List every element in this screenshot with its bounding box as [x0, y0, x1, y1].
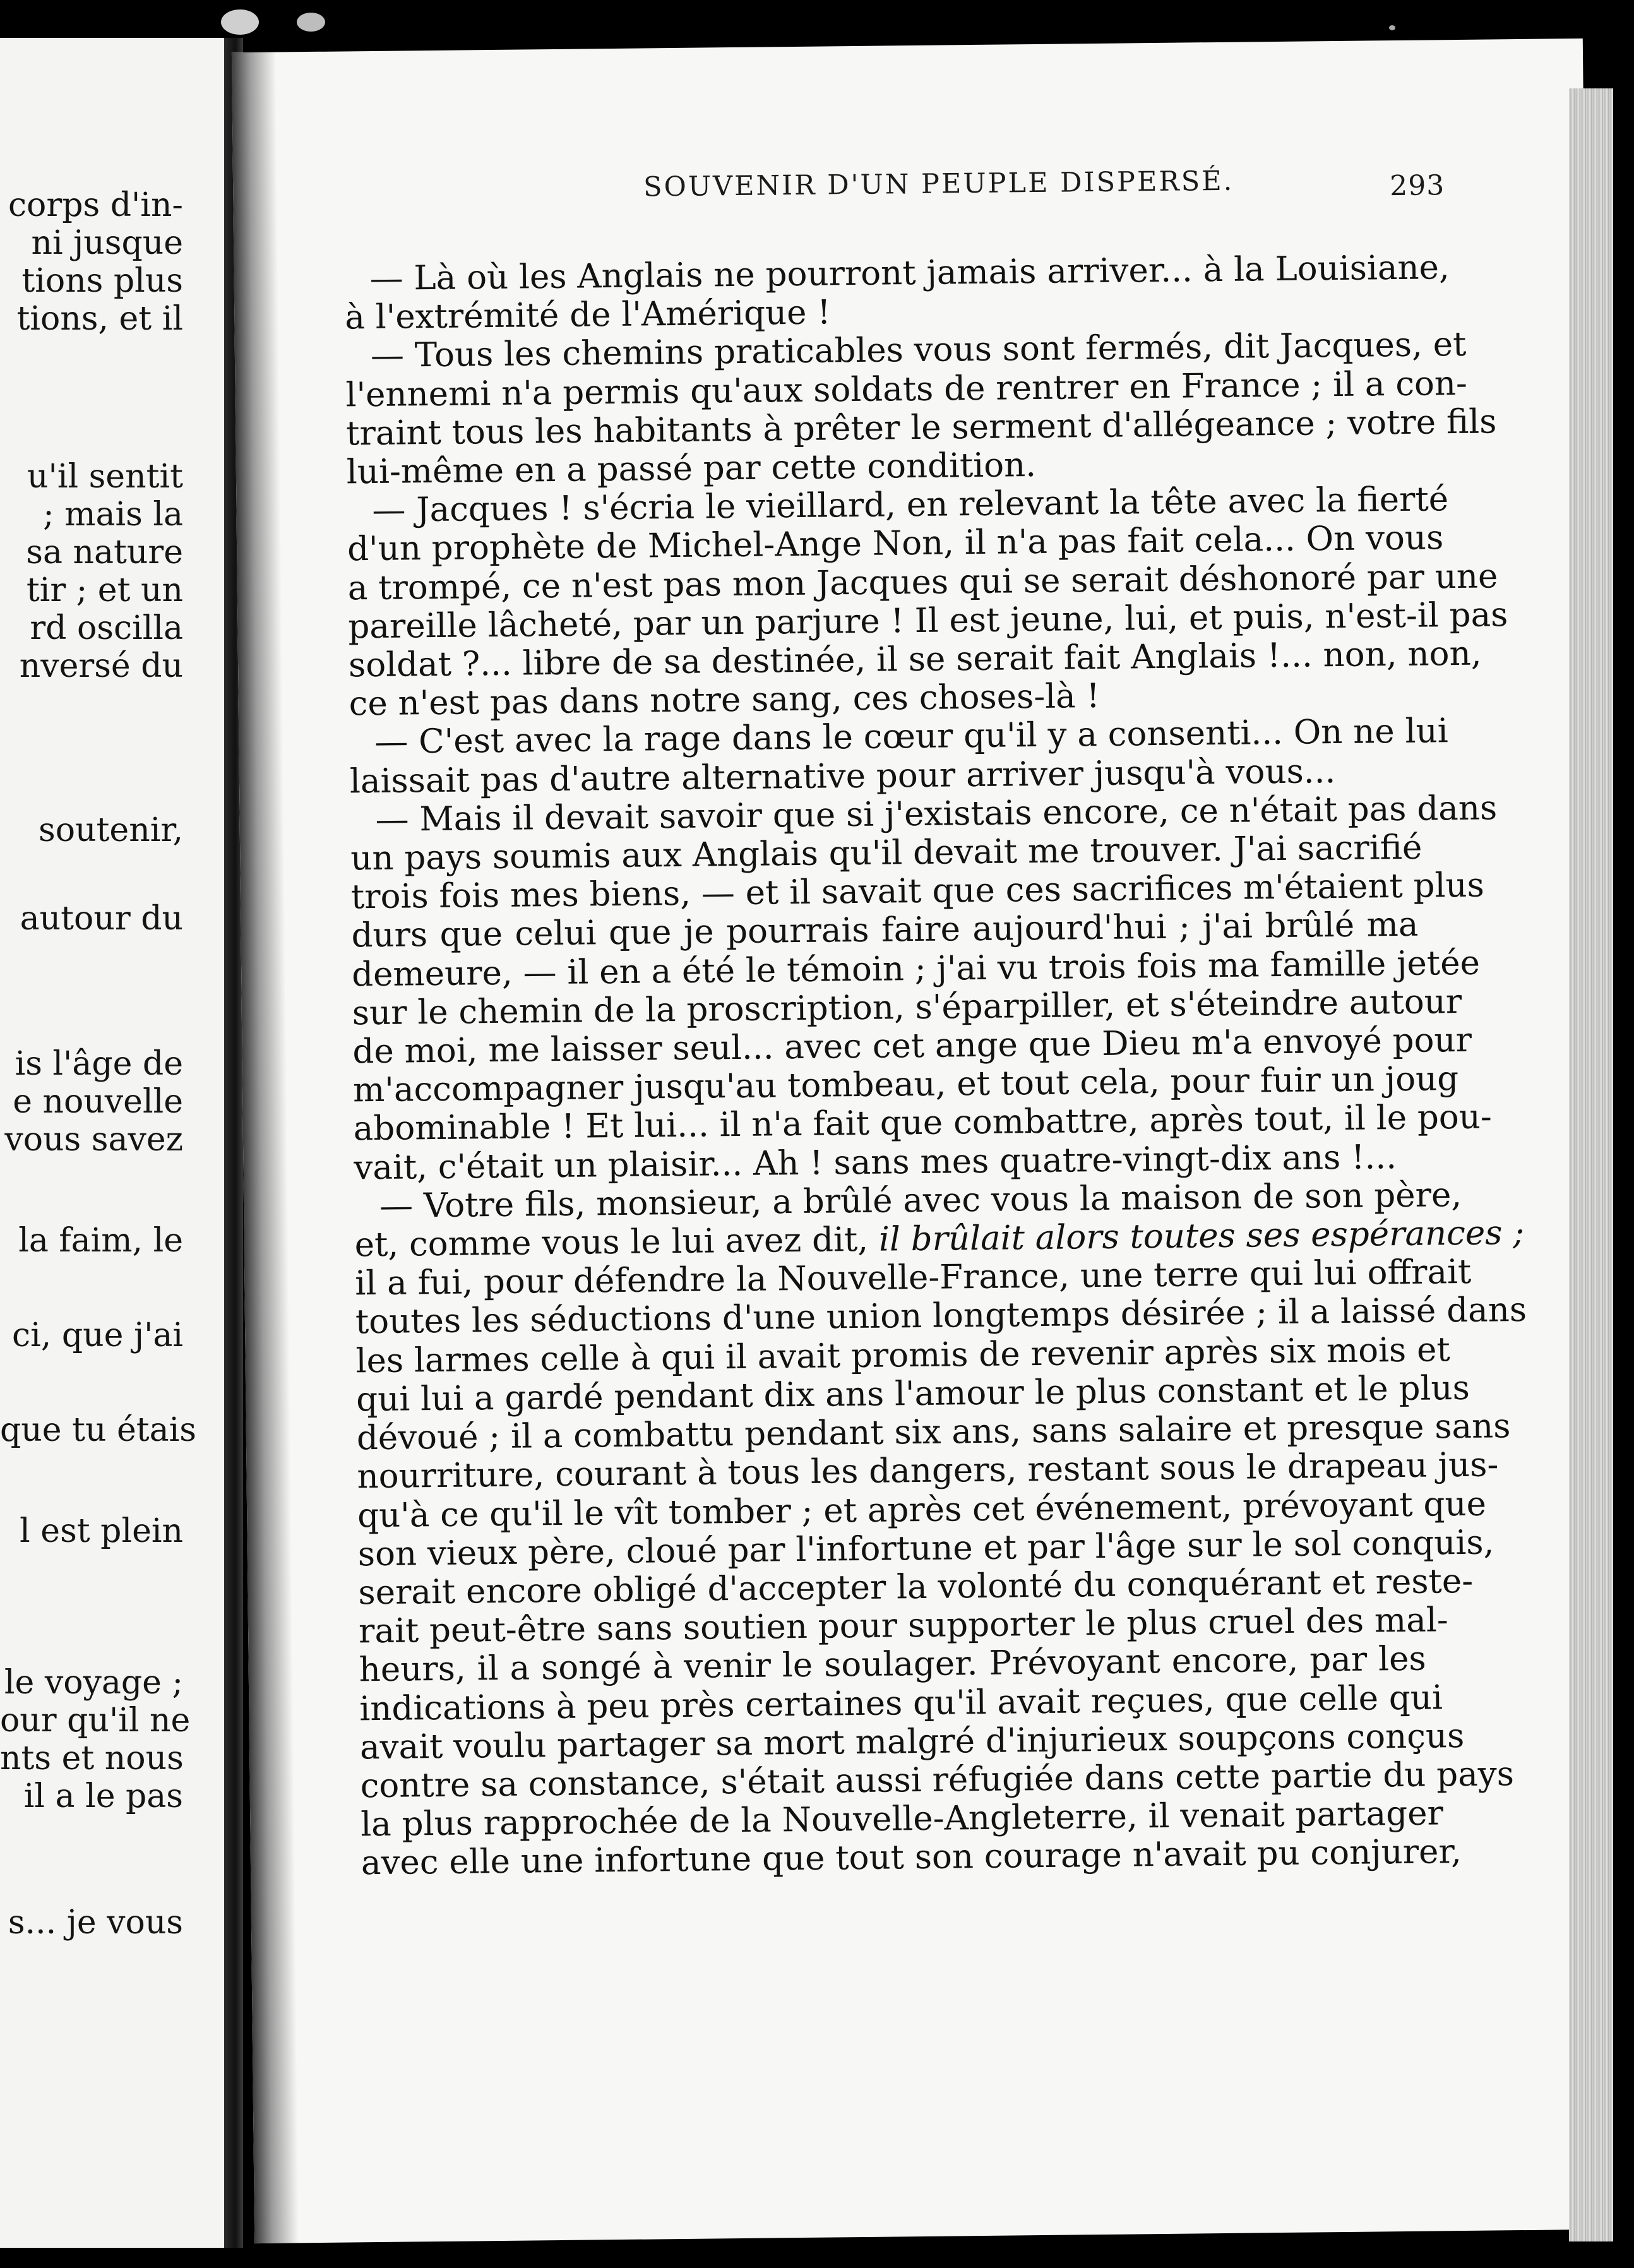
text-line-content: sur le chemin de la proscription, s'éparpiller, et s'éteindre autour [352, 982, 1462, 1033]
text-line-content: traint tous les habitants à prêter le serment d'allégeance ; votre fils [345, 402, 1497, 453]
left-page-line: is l'âge de [15, 1045, 183, 1083]
dust-speck [297, 13, 325, 32]
running-head-title: SOUVENIR D'UN PEUPLE DISPERSÉ. [643, 165, 1234, 203]
text-line-content: avait voulu partager sa mort malgré d'injurieux soupçons conçus [359, 1716, 1465, 1767]
text-line-content: nourriture, courant à tous les dangers, restant sous le drapeau jus- [357, 1445, 1499, 1496]
text-line-content: — Votre fils, monsieur, a brûlé avec vous la maison de son père, [379, 1175, 1462, 1226]
text-line-content: rait peut-être sans soutien pour supporter le plus cruel des mal- [358, 1601, 1449, 1651]
left-page-line: que tu étais [0, 1411, 196, 1449]
text-line-content: un pays soumis aux Anglais qu'il devait me trouver. J'ai sacrifié [350, 828, 1422, 878]
text-line-content: l'ennemi n'a permis qu'aux soldats de rentrer en France ; il a con- [345, 364, 1468, 415]
left-page-line: u'il sentit [27, 458, 183, 496]
text-line-content: toutes les séductions d'une union longtemps désirée ; il a laissé dans [355, 1291, 1527, 1342]
left-page-line: sa nature [26, 534, 183, 571]
text-line-content: m'accompagner jusqu'au tombeau, et tout cela, pour fuir un joug [352, 1059, 1459, 1110]
left-page-line: vous savez [4, 1121, 183, 1159]
page-edges [1569, 88, 1613, 2241]
left-page-line: our qu'il ne [0, 1702, 191, 1740]
text-line-content: serait encore obligé d'accepter la volonté du conquérant et reste- [358, 1561, 1474, 1613]
text-line-content: laissait pas d'autre alternative pour arriver jusqu'à vous... [349, 751, 1336, 801]
left-page-line: rd oscilla [30, 609, 183, 647]
text-line-content: trois fois mes biens, — et il savait que ces sacrifices m'étaient plus [350, 866, 1485, 917]
text-line-content: indications à peu près certaines qu'il avait reçues, que celle qui [359, 1678, 1443, 1728]
text-line-content: — Jacques ! s'écria le vieillard, en relevant la tête avec la fierté [372, 480, 1449, 530]
left-page-line: ; mais la [43, 496, 183, 534]
body-text [344, 248, 1527, 1883]
running-head [233, 162, 1584, 203]
page-number: 293 [1389, 169, 1445, 203]
left-page-line: ci, que j'ai [12, 1316, 183, 1354]
text-line-content: ce n'est pas dans notre sang, ces choses-là ! [349, 677, 1100, 724]
left-page-line: il a le pas [23, 1777, 183, 1815]
left-page-line: soutenir, [39, 811, 183, 849]
text-line-content: de moi, me laisser seul... avec cet ange que Dieu m'a envoyé pour [352, 1020, 1472, 1071]
text-line-content: demeure, — il en a été le témoin ; j'ai vu trois fois ma famille jetée [351, 943, 1481, 994]
left-page-line: nversé du [19, 647, 183, 685]
text-line-content: avec elle une infortune que tout son courage n'avait pu conjurer, [361, 1832, 1462, 1883]
left-page-line: la faim, le [18, 1222, 183, 1260]
dust-speck [221, 9, 259, 35]
text-line-content: — Mais il devait savoir que si j'existais encore, ce n'était pas dans [375, 789, 1498, 839]
text-line-content: à l'extrémité de l'Amérique ! [344, 293, 831, 337]
text-line-content: heurs, il a songé à venir le soulager. Prévoyant encore, par les [359, 1639, 1426, 1690]
text-line-content: dévoué ; il a combattu pendant six ans, sans salaire et presque sans [356, 1407, 1511, 1458]
text-line-content: lui-même en a passé par cette condition. [346, 446, 1037, 492]
left-page-line: l est plein [20, 1512, 183, 1550]
text-line-content: abominable ! Et lui... il n'a fait que combattre, après tout, il le pou- [353, 1097, 1493, 1149]
text-line-content: — C'est avec la rage dans le cœur qu'il y a consenti... On ne lui [374, 712, 1448, 762]
left-page-line: corps d'in- [8, 186, 183, 224]
text-line-content: soldat ?... libre de sa destinée, il se serait fait Anglais !... non, non, [348, 634, 1482, 685]
left-page-line: autour du [20, 900, 183, 938]
left-page-line: tions plus [21, 262, 183, 300]
left-page-line: s... je vous [8, 1904, 183, 1942]
text-line-content: il a fui, pour défendre la Nouvelle-France, une terre qui lui offrait [354, 1253, 1472, 1303]
text-line-content: — Tous les chemins praticables vous sont fermés, dit Jacques, et [370, 325, 1467, 376]
left-page-line: ni jusque [31, 224, 183, 262]
left-page-line: nts et nous [0, 1740, 184, 1777]
text-line-content: qu'à ce qu'il le vît tomber ; et après cet événement, prévoyant que [357, 1484, 1487, 1535]
left-page-line: le voyage ; [4, 1664, 183, 1702]
text-line-content: vait, c'était un plaisir... Ah ! sans mes quatre-vingt-dix ans !... [354, 1137, 1397, 1188]
text-line-content: les larmes celle à qui il avait promis de revenir après six mois et [355, 1330, 1451, 1381]
dust-speck [1389, 25, 1395, 30]
text-line-content: — Là où les Anglais ne pourront jamais arriver... à la Louisiane, [369, 248, 1450, 299]
italic-phrase: il brûlait alors toutes ses espérances ; [878, 1214, 1525, 1259]
left-page-line: tir ; et un [26, 571, 183, 609]
text-line-content: a trompé, ce n'est pas mon Jacques qui se serait déshonoré par une [347, 556, 1498, 608]
text-line-content: pareille lâcheté, par un parjure ! Il est jeune, lui, et puis, n'est-il pas [348, 595, 1508, 647]
text-line-content: d'un prophète de Michel-Ange Non, il n'a pas fait cela... On vous [347, 518, 1444, 569]
text-line-content: qui lui a gardé pendant dix ans l'amour le plus constant et le plus [355, 1368, 1470, 1419]
left-page-line: tions, et il [16, 300, 183, 338]
left-page-fragment [0, 38, 230, 2248]
left-page-line: e nouvelle [13, 1083, 183, 1121]
text-line-content: durs que celui que je pourrais faire aujourd'hui ; j'ai brûlé ma [351, 905, 1419, 955]
text-line-content: son vieux père, cloué par l'infortune et par l'âge sur le sol conquis, [357, 1523, 1494, 1574]
text-line-content: et, comme vous le lui avez dit, [354, 1220, 880, 1265]
right-page [232, 39, 1606, 2243]
text-line-content: contre sa constance, s'était aussi réfugiée dans cette partie du pays [360, 1755, 1515, 1806]
text-line-content: la plus rapprochée de la Nouvelle-Angleterre, il venait partager [360, 1794, 1444, 1844]
